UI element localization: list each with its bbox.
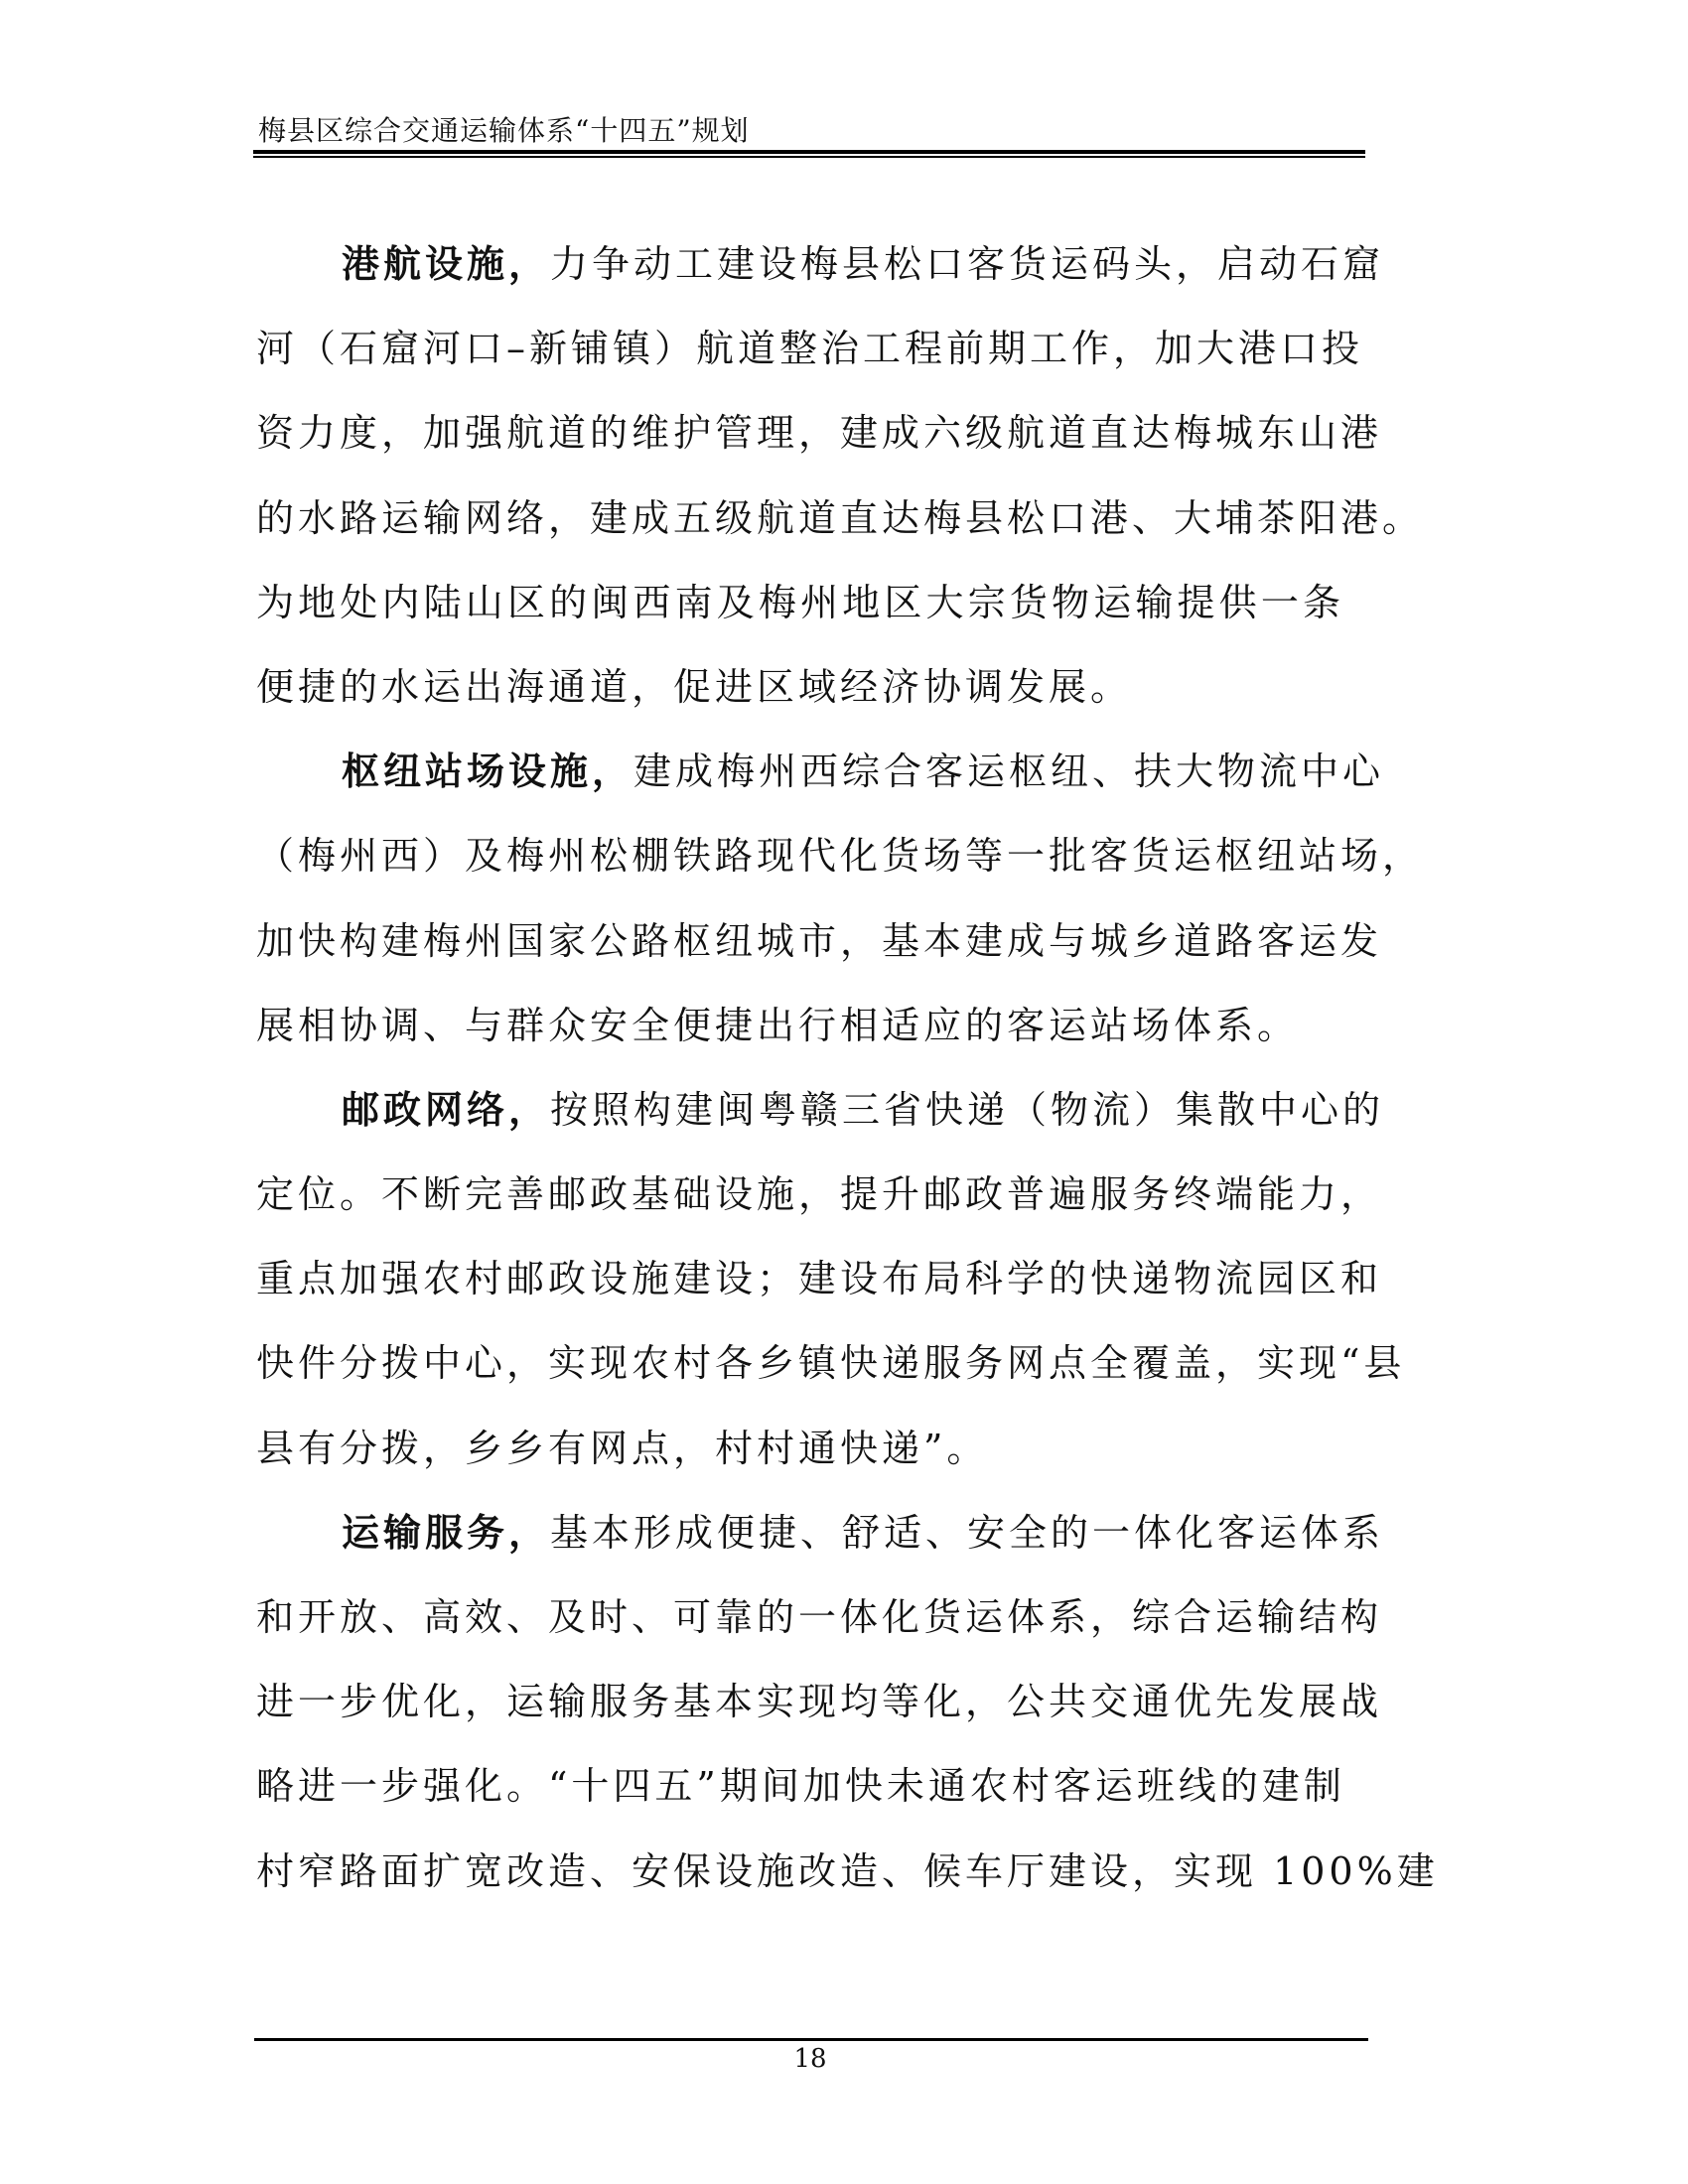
paragraph-lead: 枢纽站场设施， bbox=[342, 749, 634, 794]
paragraph-line: 的水路运输网络，建成五级航道直达梅县松口港、大埔茶阳港。 bbox=[256, 495, 1425, 540]
paragraph-line: 县有分拨，乡乡有网点，村村通快递”。 bbox=[256, 1426, 989, 1470]
paragraph-line: 和开放、高效、及时、可靠的一体化货运体系，综合运输结构 bbox=[256, 1595, 1383, 1639]
paragraph-line: 展相协调、与群众安全便捷出行相适应的客运站场体系。 bbox=[256, 1003, 1300, 1047]
paragraph-text: 建成梅州西综合客运枢纽、扶大物流中心 bbox=[633, 750, 1385, 794]
paragraph-postal-network bbox=[256, 1080, 1406, 1503]
paragraph-line: 快件分拨中心，实现农村各乡镇快递服务网点全覆盖，实现“县 bbox=[256, 1341, 1406, 1386]
header-rule-thick bbox=[253, 150, 1365, 154]
paragraph-line: （梅州西）及梅州松棚铁路现代化货场等一批客货运枢纽站场， bbox=[256, 834, 1425, 879]
paragraph-lead: 运输服务， bbox=[342, 1509, 551, 1555]
paragraph-line: 定位。不断完善邮政基础设施，提升邮政普遍服务终端能力， bbox=[256, 1172, 1383, 1217]
header-rule-thin bbox=[253, 156, 1365, 158]
paragraph-line: 加快构建梅州国家公路枢纽城市，基本建成与城乡道路客运发 bbox=[256, 918, 1383, 963]
paragraph-first-line bbox=[256, 234, 1385, 319]
footer-rule bbox=[254, 2038, 1368, 2041]
paragraph-first-line bbox=[256, 1080, 1385, 1164]
paragraph-transport-services bbox=[256, 1503, 1439, 1926]
paragraph-line: 河（石窟河口–新铺镇）航道整治工程前期工作，加大港口投 bbox=[256, 327, 1364, 371]
paragraph-line: 村窄路面扩宽改造、安保设施改造、候车厅建设，实现 100%建 bbox=[256, 1848, 1439, 1893]
page-number: 18 bbox=[793, 2044, 827, 2074]
paragraph-text: 按照构建闽粤赣三省快递（物流）集散中心的 bbox=[550, 1087, 1385, 1132]
paragraph-line: 便捷的水运出海通道，促进区域经济协调发展。 bbox=[256, 664, 1133, 709]
paragraph-line: 重点加强农村邮政设施建设；建设布局科学的快递物流园区和 bbox=[256, 1257, 1383, 1301]
paragraph-line: 资力度，加强航道的维护管理，建成六级航道直达梅城东山港 bbox=[256, 411, 1383, 456]
paragraph-port-shipping bbox=[256, 234, 1425, 742]
paragraph-lead: 邮政网络， bbox=[342, 1086, 551, 1132]
paragraph-line: 略进一步强化。“十四五”期间加快未通农村客运班线的建制 bbox=[256, 1764, 1345, 1809]
paragraph-hub-stations bbox=[256, 742, 1425, 1080]
paragraph-lead: 港航设施， bbox=[342, 241, 551, 286]
page-body bbox=[256, 234, 1439, 1926]
paragraph-first-line bbox=[256, 1503, 1385, 1587]
paragraph-text: 力争动工建设梅县松口客货运码头，启动石窟 bbox=[550, 242, 1385, 286]
paragraph-first-line bbox=[256, 742, 1385, 826]
paragraph-line: 进一步优化，运输服务基本实现均等化，公共交通优先发展战 bbox=[256, 1680, 1383, 1724]
document-title: 梅县区综合交通运输体系“十四五”规划 bbox=[258, 114, 750, 147]
paragraph-text: 基本形成便捷、舒适、安全的一体化客运体系 bbox=[550, 1510, 1385, 1555]
paragraph-line: 为地处内陆山区的闽西南及梅州地区大宗货物运输提供一条 bbox=[256, 580, 1344, 624]
